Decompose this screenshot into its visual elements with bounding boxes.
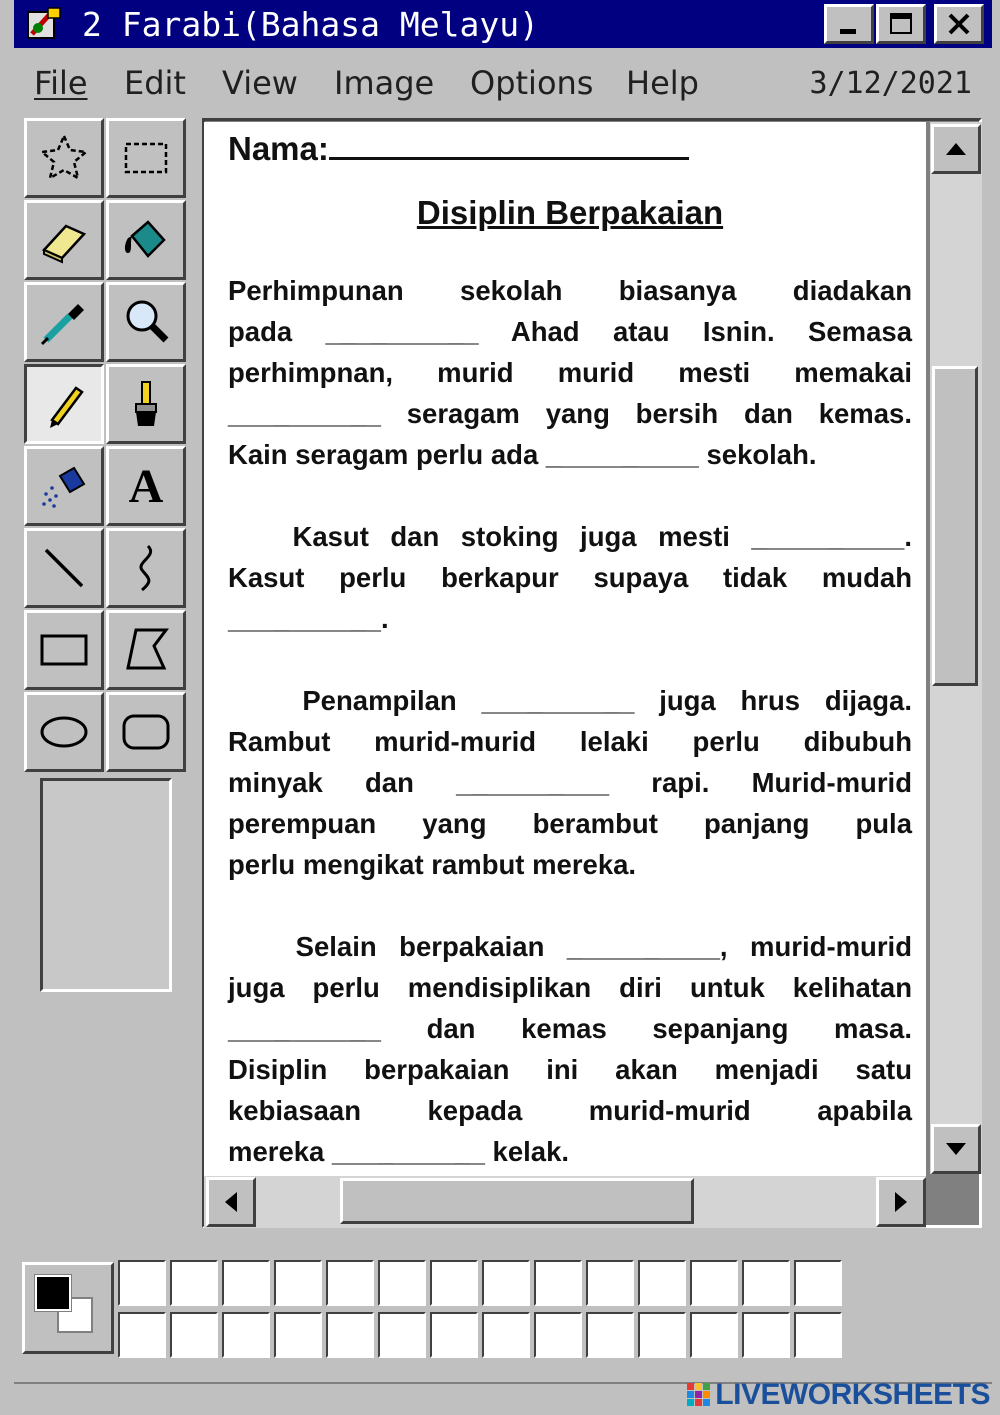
scroll-left-button[interactable]	[206, 1177, 256, 1227]
palette-swatch[interactable]	[170, 1260, 218, 1306]
palette-swatch[interactable]	[118, 1260, 166, 1306]
scroll-down-button[interactable]	[931, 1124, 981, 1174]
palette-swatch[interactable]	[638, 1260, 686, 1306]
free-form-select-tool[interactable]	[24, 118, 104, 198]
brush-icon	[118, 376, 174, 432]
paragraph-line: Selain berpakaian __________, murid-murid	[228, 931, 912, 962]
palette-swatch[interactable]	[534, 1260, 582, 1306]
curve-tool[interactable]	[106, 528, 186, 608]
liveworksheets-logo-mark	[686, 1382, 712, 1408]
pencil-tool[interactable]	[24, 364, 104, 444]
airbrush-tool[interactable]	[24, 446, 104, 526]
scroll-up-icon	[944, 141, 968, 157]
name-blank[interactable]	[329, 130, 689, 160]
paragraph-line: pada __________ Ahad atau Isnin. Semasa	[228, 316, 912, 347]
worksheet-title: Disiplin Berpakaian	[416, 194, 724, 231]
paint-app-icon[interactable]	[24, 4, 64, 44]
palette-swatch[interactable]	[482, 1260, 530, 1306]
palette-swatch[interactable]	[742, 1312, 790, 1358]
drawing-canvas[interactable]	[204, 122, 926, 1178]
palette-swatch[interactable]	[534, 1312, 582, 1358]
scroll-left-icon	[223, 1190, 239, 1214]
current-colors[interactable]	[22, 1262, 114, 1354]
paragraph-3	[228, 680, 912, 885]
paragraph-4	[228, 926, 912, 1172]
palette-swatch[interactable]	[794, 1312, 842, 1358]
scroll-down-icon	[944, 1141, 968, 1157]
scroll-right-icon	[893, 1190, 909, 1214]
liveworksheets-logo	[686, 1378, 990, 1412]
date-label: 3/12/2021	[809, 66, 972, 101]
paragraph-line: __________ dan kemas sepanjang masa.	[228, 1013, 912, 1044]
paragraph-line: minyak dan __________ rapi. Murid-murid	[228, 767, 912, 798]
minimize-button[interactable]	[824, 4, 874, 44]
name-field	[228, 130, 689, 168]
vertical-scrollbar[interactable]	[930, 122, 982, 1174]
polygon-icon	[118, 622, 174, 678]
rect-select-icon	[118, 130, 174, 186]
window-title: 2 Farabi(Bahasa Melayu)	[82, 4, 539, 44]
horizontal-scrollbar[interactable]	[204, 1176, 926, 1228]
fill-bucket-tool[interactable]	[106, 200, 186, 280]
menu-view-label: View	[222, 64, 298, 102]
paragraph-line: mereka __________ kelak.	[228, 1136, 570, 1167]
color-picker-icon	[36, 294, 92, 350]
menu-file[interactable]	[34, 64, 88, 102]
paragraph-line: Rambut murid-murid lelaki perlu dibubuh	[228, 726, 912, 757]
rounded-rect-tool[interactable]	[106, 692, 186, 772]
paragraph-line: Penampilan __________ juga hrus dijaga.	[228, 685, 912, 716]
palette-swatch[interactable]	[742, 1260, 790, 1306]
paragraph-line: Perhimpunan sekolah biasanya diadakan	[228, 275, 912, 306]
paragraph-line: juga perlu mendisiplikan diri untuk kelihatan	[228, 972, 912, 1003]
pencil-icon	[36, 376, 92, 432]
menu-edit[interactable]	[124, 64, 186, 102]
polygon-tool[interactable]	[106, 610, 186, 690]
minimize-icon	[836, 11, 862, 37]
brush-tool[interactable]	[106, 364, 186, 444]
title-bar	[14, 0, 992, 48]
menu-help-label: Help	[626, 64, 699, 102]
scroll-up-button[interactable]	[931, 124, 981, 174]
palette-swatch[interactable]	[118, 1312, 166, 1358]
curve-icon	[118, 540, 174, 596]
palette-swatch[interactable]	[586, 1312, 634, 1358]
paragraph-2	[228, 516, 912, 639]
palette-swatch[interactable]	[586, 1260, 634, 1306]
ellipse-icon	[36, 704, 92, 760]
palette-swatch[interactable]	[794, 1260, 842, 1306]
maximize-icon	[888, 11, 914, 37]
palette-swatch[interactable]	[378, 1312, 426, 1358]
menu-options-label: Options	[470, 64, 594, 102]
horizontal-scroll-thumb[interactable]	[340, 1178, 694, 1224]
paragraph-line: Kasut dan stoking juga mesti __________.	[228, 521, 912, 552]
close-icon	[946, 11, 972, 37]
menu-image-label: Image	[334, 64, 435, 102]
palette-swatch[interactable]	[690, 1260, 738, 1306]
color-picker-tool[interactable]	[24, 282, 104, 362]
paragraph-line: perempuan yang berambut panjang pula	[228, 808, 912, 839]
rectangle-tool[interactable]	[24, 610, 104, 690]
menu-bar	[14, 56, 992, 114]
name-label: Nama:	[228, 130, 329, 167]
eraser-tool[interactable]	[24, 200, 104, 280]
airbrush-icon	[36, 458, 92, 514]
eraser-icon	[36, 212, 92, 268]
line-icon	[36, 540, 92, 596]
menu-help[interactable]	[626, 64, 699, 102]
paragraph-line: __________ seragam yang bersih dan kemas.	[228, 398, 912, 429]
palette-swatch[interactable]	[326, 1260, 374, 1306]
paragraph-line: __________.	[228, 603, 389, 634]
vertical-scroll-thumb[interactable]	[932, 366, 978, 686]
palette-swatch[interactable]	[482, 1312, 530, 1358]
rect-select-tool[interactable]	[106, 118, 186, 198]
menu-options[interactable]	[470, 64, 593, 102]
liveworksheets-logo-text: LIVEWORKSHEETS	[715, 1378, 990, 1411]
foreground-color-swatch[interactable]	[35, 1275, 71, 1311]
menu-edit-label: Edit	[124, 64, 186, 102]
menu-image[interactable]	[334, 64, 434, 102]
palette-swatch[interactable]	[690, 1312, 738, 1358]
paragraph-line: Disiplin berpakaian ini akan menjadi satu	[228, 1054, 912, 1085]
palette-swatch[interactable]	[170, 1312, 218, 1358]
maximize-button[interactable]	[876, 4, 926, 44]
text-tool-icon: A	[128, 459, 164, 513]
text-tool[interactable]	[106, 446, 186, 526]
palette-swatch[interactable]	[274, 1260, 322, 1306]
palette-swatch[interactable]	[430, 1260, 478, 1306]
free-form-select-icon	[36, 130, 92, 186]
palette-swatch[interactable]	[326, 1312, 374, 1358]
fill-bucket-icon	[118, 212, 174, 268]
palette-swatch[interactable]	[222, 1312, 270, 1358]
magnifier-tool[interactable]	[106, 282, 186, 362]
palette-swatch[interactable]	[430, 1312, 478, 1358]
color-palette	[14, 1250, 992, 1370]
ellipse-tool[interactable]	[24, 692, 104, 772]
palette-swatch[interactable]	[378, 1260, 426, 1306]
paragraph-line: kebiasaan kepada murid-murid apabila	[228, 1095, 912, 1126]
palette-swatch[interactable]	[274, 1312, 322, 1358]
rounded-rect-icon	[118, 704, 174, 760]
line-tool[interactable]	[24, 528, 104, 608]
scroll-right-button[interactable]	[876, 1177, 926, 1227]
palette-swatch[interactable]	[638, 1312, 686, 1358]
paragraph-line: perhimpnan, murid murid mesti memakai	[228, 357, 912, 388]
magnifier-icon	[118, 294, 174, 350]
menu-view[interactable]	[222, 64, 298, 102]
tool-options-box[interactable]	[40, 778, 172, 992]
close-button[interactable]	[934, 4, 984, 44]
paragraph-1	[228, 270, 912, 475]
paragraph-line: Kain seragam perlu ada __________ sekolah.	[228, 439, 817, 470]
palette-swatch[interactable]	[222, 1260, 270, 1306]
paragraph-line: perlu mengikat rambut mereka.	[228, 849, 637, 880]
menu-file-label: File	[34, 64, 88, 102]
paragraph-line: Kasut perlu berkapur supaya tidak mudah	[228, 562, 912, 593]
rectangle-icon	[36, 622, 92, 678]
